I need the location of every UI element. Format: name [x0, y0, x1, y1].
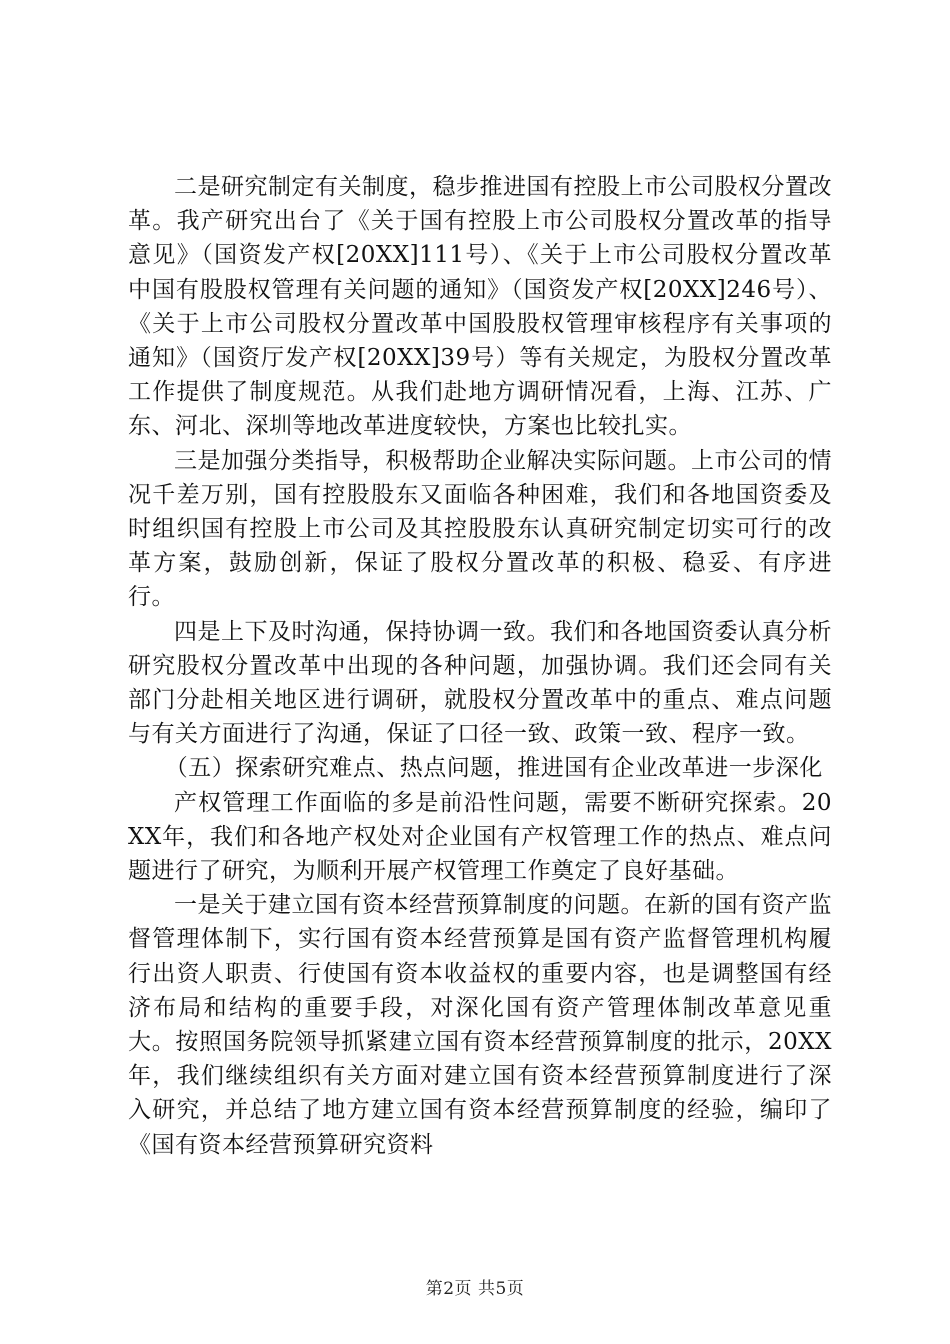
paragraph-classified-guidance: 三是加强分类指导，积极帮助企业解决实际问题。上市公司的情况千差万别，国有控股股东又面临各种困难，我们和各地国资委及时组织国有控股上市公司及其控股股东认真研究制定切实可行的改革方案，鼓励创新，保证了股权分置改革的积极、稳妥、有序进行。 — [128, 447, 832, 611]
paragraph-equity-reform-rules: 二是研究制定有关制度，稳步推进国有控股上市公司股权分置改革。我产研究出台了《关于国有控股上市公司股权分置改革的指导意见》（国资发产权[20XX]111号）、《关于上市公司股权分置改革中国有股股权管理有关问题的通知》（国资发产权[20XX]246号）、《关于上市公司股权分置改革中国股股权管理审核程序有关事项的通知》（国资厅发产权[20XX]39号）等有关规定，为股权分置改革工作提供了制度规范。从我们赴地方调研情况看，上海、江苏、广东、河北、深圳等地改革进度较快，方案也比较扎实。 — [128, 174, 832, 440]
paragraph-property-management: 产权管理工作面临的多是前沿性问题，需要不断研究探索。20XX年，我们和各地产权处对企业国有产权管理工作的热点、难点问题进行了研究，为顺利开展产权管理工作奠定了良好基础。 — [128, 789, 832, 885]
paragraph-communication: 四是上下及时沟通，保持协调一致。我们和各地国资委认真分析研究股权分置改革中出现的各种问题，加强协调。我们还会同有关部门分赴相关地区进行调研，就股权分置改革中的重点、难点问题与有关方面进行了沟通，保证了口径一致、政策一致、程序一致。 — [128, 618, 832, 748]
page-footer: 第2页 共5页 — [425, 1279, 525, 1299]
paragraph-capital-budget: 一是关于建立国有资本经营预算制度的问题。在新的国有资产监督管理体制下，实行国有资本经营预算是国有资产监督管理机构履行出资人职责、行使国有资本收益权的重要内容，也是调整国有经济布局和结构的重要手段，对深化国有资产管理体制改革意见重大。按照国务院领导抓紧建立国有资本经营预算制度的批示，20XX年，我们继续组织有关方面对建立国有资本经营预算制度进行了深入研究，并总结了地方建立国有资本经营预算制度的经验，编印了《国有资本经营预算研究资料 — [128, 892, 832, 1158]
document-body — [128, 170, 832, 1162]
section-heading-five: （五）探索研究难点、热点问题，推进国有企业改革进一步深化 — [164, 755, 823, 782]
